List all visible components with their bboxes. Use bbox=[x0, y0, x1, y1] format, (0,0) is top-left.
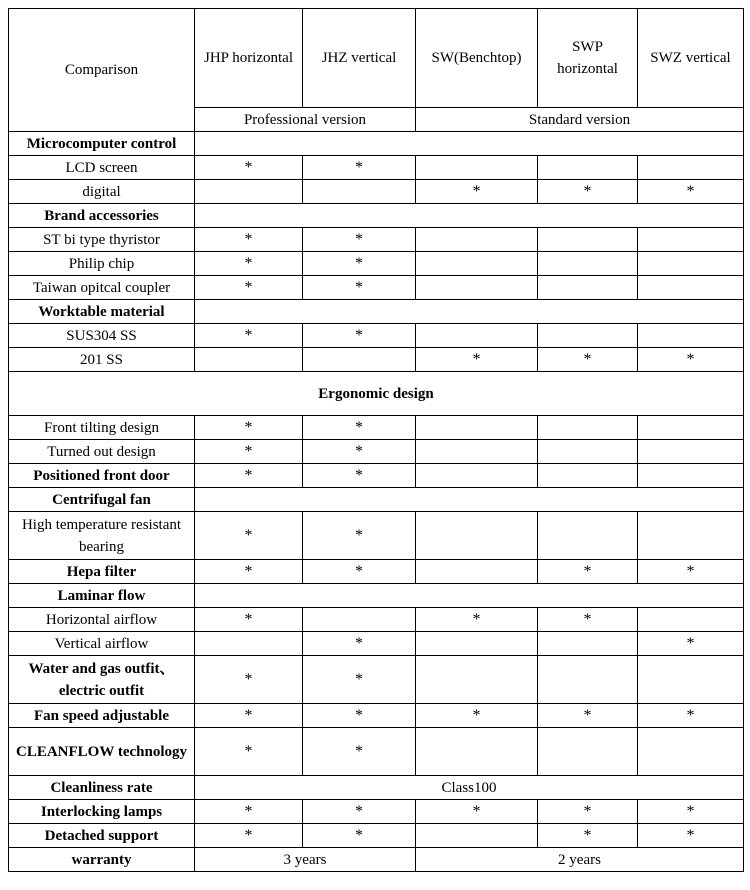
row-label: Front tilting design bbox=[9, 416, 195, 440]
mark-cell: * bbox=[303, 632, 416, 656]
section-label: Microcomputer control bbox=[9, 132, 195, 156]
mark-cell: * bbox=[538, 800, 638, 824]
table-row bbox=[9, 728, 744, 776]
mark-cell bbox=[638, 324, 744, 348]
row-label: Horizontal airflow bbox=[9, 608, 195, 632]
mark-cell bbox=[416, 156, 538, 180]
mark-cell: * bbox=[303, 324, 416, 348]
mark-cell: * bbox=[638, 824, 744, 848]
mark-cell bbox=[638, 440, 744, 464]
mark-cell bbox=[638, 608, 744, 632]
mark-cell bbox=[416, 512, 538, 560]
mark-cell bbox=[416, 324, 538, 348]
table-row bbox=[9, 704, 744, 728]
mark-cell: * bbox=[195, 560, 303, 584]
mark-cell bbox=[638, 228, 744, 252]
row-label: digital bbox=[9, 180, 195, 204]
mark-cell bbox=[538, 440, 638, 464]
mark-cell bbox=[538, 728, 638, 776]
mark-cell: * bbox=[416, 180, 538, 204]
row-label: 201 SS bbox=[9, 348, 195, 372]
mark-cell: * bbox=[195, 440, 303, 464]
mark-cell bbox=[416, 728, 538, 776]
table-row bbox=[9, 416, 744, 440]
row-label: Fan speed adjustable bbox=[9, 704, 195, 728]
mark-cell: * bbox=[416, 800, 538, 824]
mark-cell bbox=[416, 252, 538, 276]
row-label: Turned out design bbox=[9, 440, 195, 464]
mark-cell: * bbox=[195, 512, 303, 560]
mark-cell: * bbox=[303, 560, 416, 584]
table-row bbox=[9, 656, 744, 704]
row-label: SUS304 SS bbox=[9, 324, 195, 348]
mark-cell bbox=[538, 156, 638, 180]
mark-cell bbox=[538, 228, 638, 252]
mark-cell bbox=[538, 276, 638, 300]
table-row bbox=[9, 632, 744, 656]
mark-cell: * bbox=[195, 156, 303, 180]
mark-cell: * bbox=[195, 228, 303, 252]
row-label: High temperature resistant bearing bbox=[9, 512, 195, 560]
mark-cell: * bbox=[416, 608, 538, 632]
mark-cell: * bbox=[303, 416, 416, 440]
mark-cell: * bbox=[303, 656, 416, 704]
section-spacer bbox=[195, 488, 744, 512]
table-row bbox=[9, 372, 744, 416]
table-row bbox=[9, 560, 744, 584]
mark-cell: * bbox=[538, 824, 638, 848]
mark-cell bbox=[416, 824, 538, 848]
mark-cell bbox=[638, 656, 744, 704]
table-row bbox=[9, 800, 744, 824]
jhz-header: JHZ vertical bbox=[303, 9, 416, 108]
mark-cell: * bbox=[303, 704, 416, 728]
mark-cell bbox=[195, 632, 303, 656]
table-row bbox=[9, 156, 744, 180]
row-label: Detached support bbox=[9, 824, 195, 848]
mark-cell: * bbox=[195, 728, 303, 776]
mark-cell: * bbox=[195, 276, 303, 300]
mark-cell bbox=[416, 276, 538, 300]
row-label: Vertical airflow bbox=[9, 632, 195, 656]
mark-cell: * bbox=[638, 180, 744, 204]
mark-cell bbox=[195, 348, 303, 372]
table-row bbox=[9, 776, 744, 800]
mark-cell: * bbox=[195, 656, 303, 704]
mark-cell: * bbox=[303, 156, 416, 180]
mark-cell bbox=[416, 416, 538, 440]
section-spacer bbox=[195, 204, 744, 228]
table-row bbox=[9, 512, 744, 560]
row-label: warranty bbox=[9, 848, 195, 872]
mark-cell bbox=[538, 324, 638, 348]
mark-cell: * bbox=[416, 704, 538, 728]
table-row bbox=[9, 608, 744, 632]
table-row bbox=[9, 584, 744, 608]
mark-cell: * bbox=[195, 824, 303, 848]
section-label: Centrifugal fan bbox=[9, 488, 195, 512]
mark-cell bbox=[538, 512, 638, 560]
table-row bbox=[9, 180, 744, 204]
mark-cell: * bbox=[195, 704, 303, 728]
section-spacer bbox=[195, 300, 744, 324]
section-label: Laminar flow bbox=[9, 584, 195, 608]
mark-cell bbox=[638, 252, 744, 276]
table-row bbox=[9, 228, 744, 252]
table-row bbox=[9, 464, 744, 488]
warranty-standard: 2 years bbox=[416, 848, 744, 872]
mark-cell: * bbox=[195, 464, 303, 488]
mark-cell bbox=[416, 464, 538, 488]
mark-cell bbox=[416, 228, 538, 252]
comparison-table bbox=[8, 8, 744, 872]
mark-cell bbox=[303, 608, 416, 632]
mark-cell: * bbox=[195, 416, 303, 440]
mark-cell: * bbox=[538, 560, 638, 584]
section-label: Brand accessories bbox=[9, 204, 195, 228]
jhp-header: JHP horizontal bbox=[195, 9, 303, 108]
mark-cell: * bbox=[538, 608, 638, 632]
mark-cell: * bbox=[303, 276, 416, 300]
section-label: Worktable material bbox=[9, 300, 195, 324]
table-row bbox=[9, 132, 744, 156]
mark-cell: * bbox=[538, 348, 638, 372]
mark-cell: * bbox=[303, 252, 416, 276]
mark-cell bbox=[416, 440, 538, 464]
section-label: Ergonomic design bbox=[9, 372, 744, 416]
mark-cell: * bbox=[538, 704, 638, 728]
table-row bbox=[9, 348, 744, 372]
mark-cell: * bbox=[538, 180, 638, 204]
mark-cell: * bbox=[303, 800, 416, 824]
table-row bbox=[9, 440, 744, 464]
mark-cell bbox=[303, 348, 416, 372]
mark-cell bbox=[538, 464, 638, 488]
section-spacer bbox=[195, 584, 744, 608]
mark-cell: * bbox=[303, 228, 416, 252]
comparison-header: Comparison bbox=[9, 9, 195, 132]
mark-cell: * bbox=[195, 324, 303, 348]
row-label: Interlocking lamps bbox=[9, 800, 195, 824]
section-spacer bbox=[195, 132, 744, 156]
mark-cell bbox=[538, 252, 638, 276]
mark-cell: * bbox=[195, 608, 303, 632]
row-label: CLEANFLOW technology bbox=[9, 728, 195, 776]
mark-cell: * bbox=[416, 348, 538, 372]
swp-header: SWP horizontal bbox=[538, 9, 638, 108]
mark-cell bbox=[638, 512, 744, 560]
mark-cell bbox=[538, 416, 638, 440]
mark-cell: * bbox=[195, 252, 303, 276]
mark-cell bbox=[638, 464, 744, 488]
standard-version-header: Standard version bbox=[416, 108, 744, 132]
table-row bbox=[9, 300, 744, 324]
table-row bbox=[9, 204, 744, 228]
row-label: Positioned front door bbox=[9, 464, 195, 488]
swz-header: SWZ vertical bbox=[638, 9, 744, 108]
table-row bbox=[9, 276, 744, 300]
row-label: Hepa filter bbox=[9, 560, 195, 584]
mark-cell bbox=[416, 632, 538, 656]
mark-cell bbox=[538, 656, 638, 704]
table-row bbox=[9, 824, 744, 848]
table-row bbox=[9, 848, 744, 872]
mark-cell bbox=[638, 276, 744, 300]
mark-cell bbox=[303, 180, 416, 204]
mark-cell: * bbox=[638, 348, 744, 372]
mark-cell: * bbox=[303, 824, 416, 848]
mark-cell bbox=[538, 632, 638, 656]
mark-cell: * bbox=[638, 560, 744, 584]
mark-cell: * bbox=[638, 632, 744, 656]
row-label: Cleanliness rate bbox=[9, 776, 195, 800]
professional-version-header: Professional version bbox=[195, 108, 416, 132]
warranty-professional: 3 years bbox=[195, 848, 416, 872]
table-row bbox=[9, 252, 744, 276]
mark-cell bbox=[195, 180, 303, 204]
mark-cell: * bbox=[303, 512, 416, 560]
table-row bbox=[9, 324, 744, 348]
mark-cell bbox=[416, 560, 538, 584]
row-value: Class100 bbox=[195, 776, 744, 800]
mark-cell: * bbox=[195, 800, 303, 824]
mark-cell: * bbox=[638, 704, 744, 728]
mark-cell: * bbox=[638, 800, 744, 824]
sw-header: SW(Benchtop) bbox=[416, 9, 538, 108]
mark-cell bbox=[638, 156, 744, 180]
mark-cell bbox=[638, 416, 744, 440]
mark-cell: * bbox=[303, 440, 416, 464]
mark-cell: * bbox=[303, 728, 416, 776]
row-label: LCD screen bbox=[9, 156, 195, 180]
row-label: Taiwan opitcal coupler bbox=[9, 276, 195, 300]
row-label: Philip chip bbox=[9, 252, 195, 276]
mark-cell: * bbox=[303, 464, 416, 488]
row-label: ST bi type thyristor bbox=[9, 228, 195, 252]
mark-cell bbox=[638, 728, 744, 776]
mark-cell bbox=[416, 656, 538, 704]
row-label: Water and gas outfit、electric outfit bbox=[9, 656, 195, 704]
table-row bbox=[9, 488, 744, 512]
